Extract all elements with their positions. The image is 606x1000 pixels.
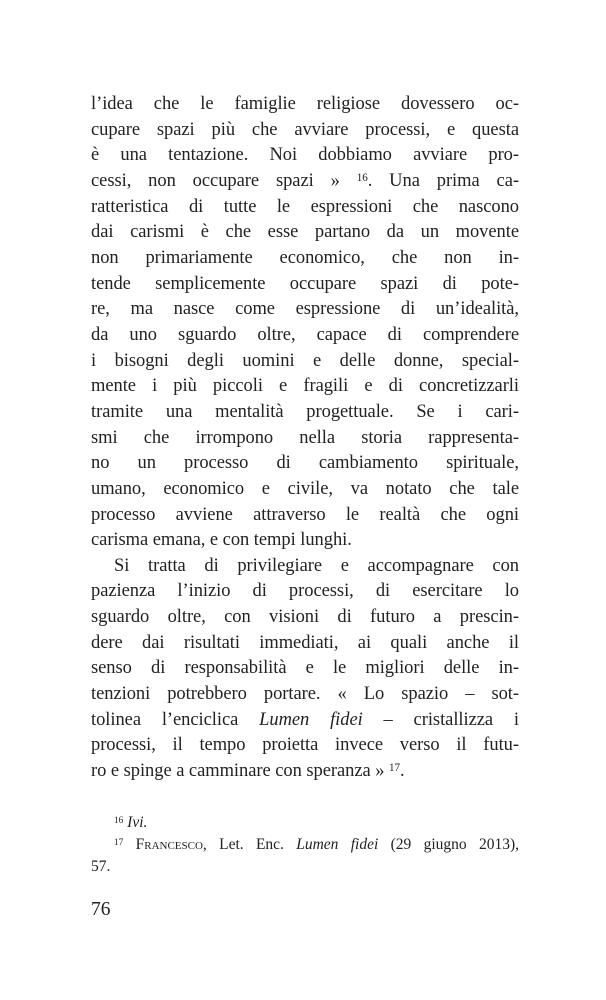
text-segment: (29 giugno 2013),	[378, 836, 519, 853]
text-segment: , Let. Enc.	[202, 836, 297, 853]
text-line: umano, economico e civile, va notato che tale	[91, 478, 519, 499]
text-line: processi, il tempo proietta invece verso il futu-	[91, 735, 519, 756]
text-line: da uno sguardo oltre, capace di comprendere	[91, 324, 519, 345]
footnote-marker: 17	[389, 762, 401, 775]
text-line: ratteristica di tutte le espressioni che nascono	[91, 196, 519, 217]
text-line: l’idea che le famiglie religiose dovessero oc-	[91, 94, 519, 114]
footnotes-section	[91, 812, 519, 878]
text-segment	[123, 836, 135, 853]
body-text	[91, 92, 519, 785]
text-line: tramite una mentalità progettuale. Se i cari-	[91, 401, 519, 422]
text-line	[91, 169, 519, 195]
page-number: 76	[91, 899, 111, 920]
text-line: cupare spazi più che avviare processi, e questa	[91, 119, 519, 140]
text-line: no un processo di cambiamento spirituale,	[91, 453, 519, 474]
text-line: senso di responsabilità e le migliori delle in-	[91, 658, 519, 679]
text-line: pazienza l’inizio di processi, di esercitare lo	[91, 581, 519, 602]
text-segment: Lumen fidei	[296, 836, 379, 853]
footnote-marker: 17	[114, 837, 124, 848]
text-line: carisma emana, e con tempi lunghi.	[91, 530, 352, 551]
footnote-line	[91, 834, 519, 856]
text-segment: Ivi.	[127, 814, 148, 831]
text-line: non primariamente economico, che non in-	[91, 247, 519, 268]
text-line: Si tratta di privilegiare e accompagnare con	[114, 555, 519, 576]
text-line: sguardo oltre, con visioni di futuro a prescin-	[91, 607, 519, 628]
footnote-marker: 16	[356, 171, 368, 184]
text-line	[91, 759, 519, 785]
text-segment: Francesco	[135, 836, 203, 853]
text-segment: tolinea l’enciclica	[91, 709, 260, 730]
text-segment: .	[400, 761, 405, 782]
text-segment: . Una prima ca-	[367, 170, 519, 191]
text-segment: – cristallizza i	[362, 709, 519, 730]
text-segment: ro e spinge a camminare con speranza »	[91, 761, 390, 782]
text-segment: cessi, non occupare spazi »	[91, 170, 357, 191]
text-line: i bisogni degli uomini e delle donne, special-	[91, 350, 519, 371]
text-line	[91, 708, 519, 734]
text-line: processo avviene attraverso le realtà che ogni	[91, 504, 519, 525]
text-line: mente i più piccoli e fragili e di concretizzarli	[91, 376, 519, 397]
text-line: è una tentazione. Noi dobbiamo avviare pro-	[91, 145, 519, 166]
footnote-marker: 16	[114, 815, 124, 826]
footnote-line: 57.	[91, 858, 111, 875]
text-line: tenzioni potrebbero portare. « Lo spazio – sot-	[91, 684, 519, 705]
text-line: smi che irrompono nella storia rappresenta-	[91, 427, 519, 448]
text-line: re, ma nasce come espressione di un’idealità,	[91, 299, 519, 320]
text-line: tende semplicemente occupare spazi di pote-	[91, 273, 519, 294]
text-line: dai carismi è che esse partano da un movente	[91, 222, 519, 243]
text-line: dere dai risultati immediati, ai quali anche il	[91, 632, 519, 653]
footnote-line	[91, 812, 519, 834]
text-segment: Lumen fidei	[259, 709, 363, 730]
